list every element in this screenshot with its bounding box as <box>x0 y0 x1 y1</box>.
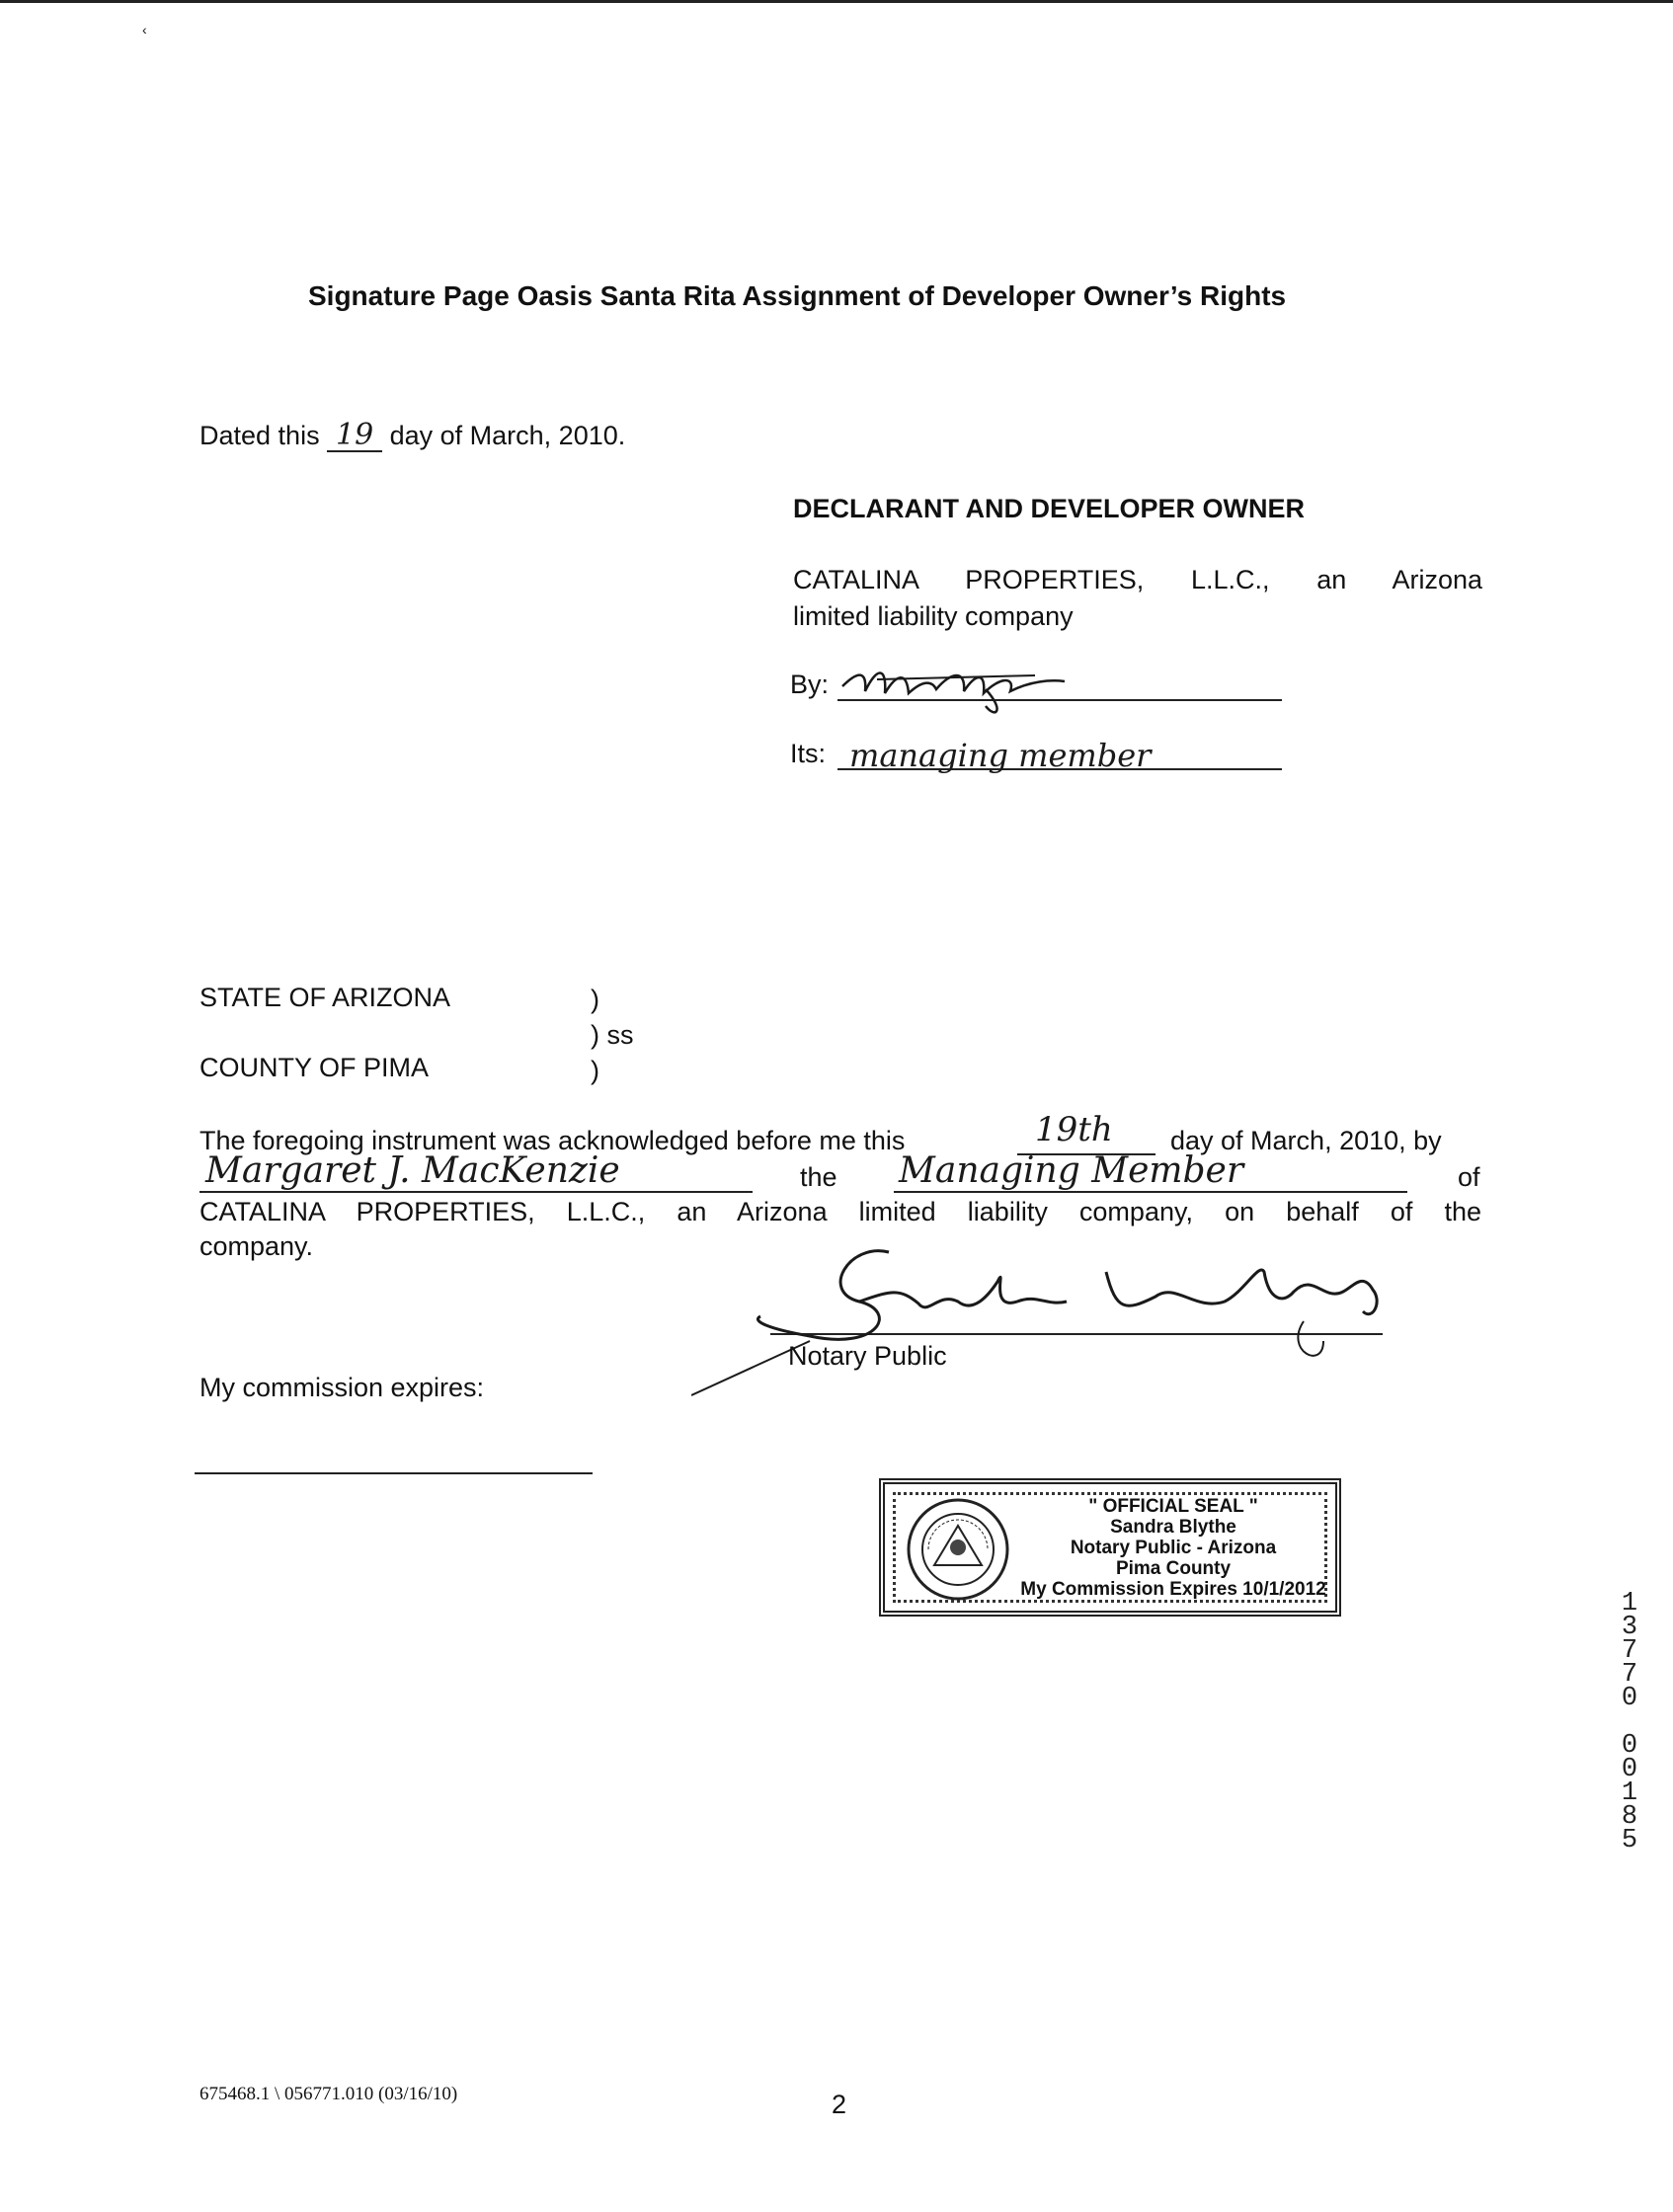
venue-ss: ) ss <box>591 1020 634 1050</box>
rec-digit: 7 <box>1621 1636 1638 1666</box>
by-signature-mark <box>837 652 1213 721</box>
seal-line2: Sandra Blythe <box>1110 1517 1236 1538</box>
its-label: Its: <box>790 739 827 768</box>
dated-line <box>199 418 626 452</box>
its-handwritten: managing member <box>849 737 1152 774</box>
signer-handwritten: Margaret J. MacKenzie <box>205 1150 620 1191</box>
rec-digit: 0 <box>1621 1755 1638 1784</box>
county-label: COUNTY OF PIMA <box>199 1053 430 1082</box>
by-label: By: <box>790 670 830 699</box>
party-name-line1: CATALINA PROPERTIES, L.L.C., an Arizona <box>793 565 1482 594</box>
rec-digit: 3 <box>1621 1613 1638 1642</box>
page-number: 2 <box>832 2090 847 2119</box>
seal-line5: My Commission Expires 10/1/2012 <box>1020 1579 1326 1600</box>
the-word: the <box>800 1162 837 1192</box>
scan-speck: ‹ <box>142 22 147 38</box>
scan-top-edge <box>0 0 1673 3</box>
notary-seal-stamp <box>879 1478 1341 1617</box>
state-label: STATE OF ARIZONA <box>199 983 451 1012</box>
rec-digit: 1 <box>1621 1778 1638 1808</box>
ack-line4: company. <box>199 1231 314 1261</box>
footer-doc-ref: 675468.1 \ 056771.010 (03/16/10) <box>199 2084 458 2104</box>
commission-line <box>195 1472 593 1474</box>
notary-signature-mark <box>691 1232 1402 1400</box>
venue-paren-3: ) <box>591 1056 599 1085</box>
dated-day-handwritten: 19 <box>327 421 382 452</box>
rec-digit: 0 <box>1621 1731 1638 1761</box>
rec-digit: 1 <box>1621 1589 1638 1619</box>
ack-day-handwritten: 19th <box>1035 1110 1113 1149</box>
recording-number-vertical <box>1615 1589 1644 1856</box>
seal-line3: Notary Public - Arizona <box>1070 1538 1277 1558</box>
rec-digit: 0 <box>1621 1684 1638 1713</box>
of-word: of <box>1458 1162 1480 1192</box>
rec-digit: 7 <box>1621 1660 1638 1690</box>
title-handwritten: Managing Member <box>899 1150 1244 1191</box>
arizona-state-seal-icon <box>905 1496 1011 1603</box>
ack-line3: CATALINA PROPERTIES, L.L.C., an Arizona limited liability company, on behalf of the <box>199 1197 1481 1226</box>
venue-paren-1: ) <box>591 985 599 1014</box>
seal-line1: " OFFICIAL SEAL " <box>1088 1496 1258 1517</box>
seal-text <box>1015 1496 1331 1600</box>
rec-digit: 8 <box>1621 1802 1638 1832</box>
dated-suffix: day of March, 2010. <box>389 421 626 450</box>
signer-line <box>199 1191 753 1193</box>
ack-part2: day of March, 2010, by <box>1170 1126 1442 1155</box>
ack-part1: The foregoing instrument was acknowledged before me this <box>199 1126 906 1155</box>
commission-label: My commission expires: <box>199 1373 485 1402</box>
title-line <box>894 1191 1407 1193</box>
document-title: Signature Page Oasis Santa Rita Assignment of Developer Owner’s Rights <box>308 280 1287 311</box>
notary-public-label: Notary Public <box>788 1341 947 1371</box>
party-heading: DECLARANT AND DEVELOPER OWNER <box>793 494 1306 523</box>
rec-digit: 5 <box>1621 1826 1638 1856</box>
seal-line4: Pima County <box>1115 1558 1232 1579</box>
party-name-line2: limited liability company <box>793 601 1074 631</box>
dated-prefix: Dated this <box>199 421 320 450</box>
